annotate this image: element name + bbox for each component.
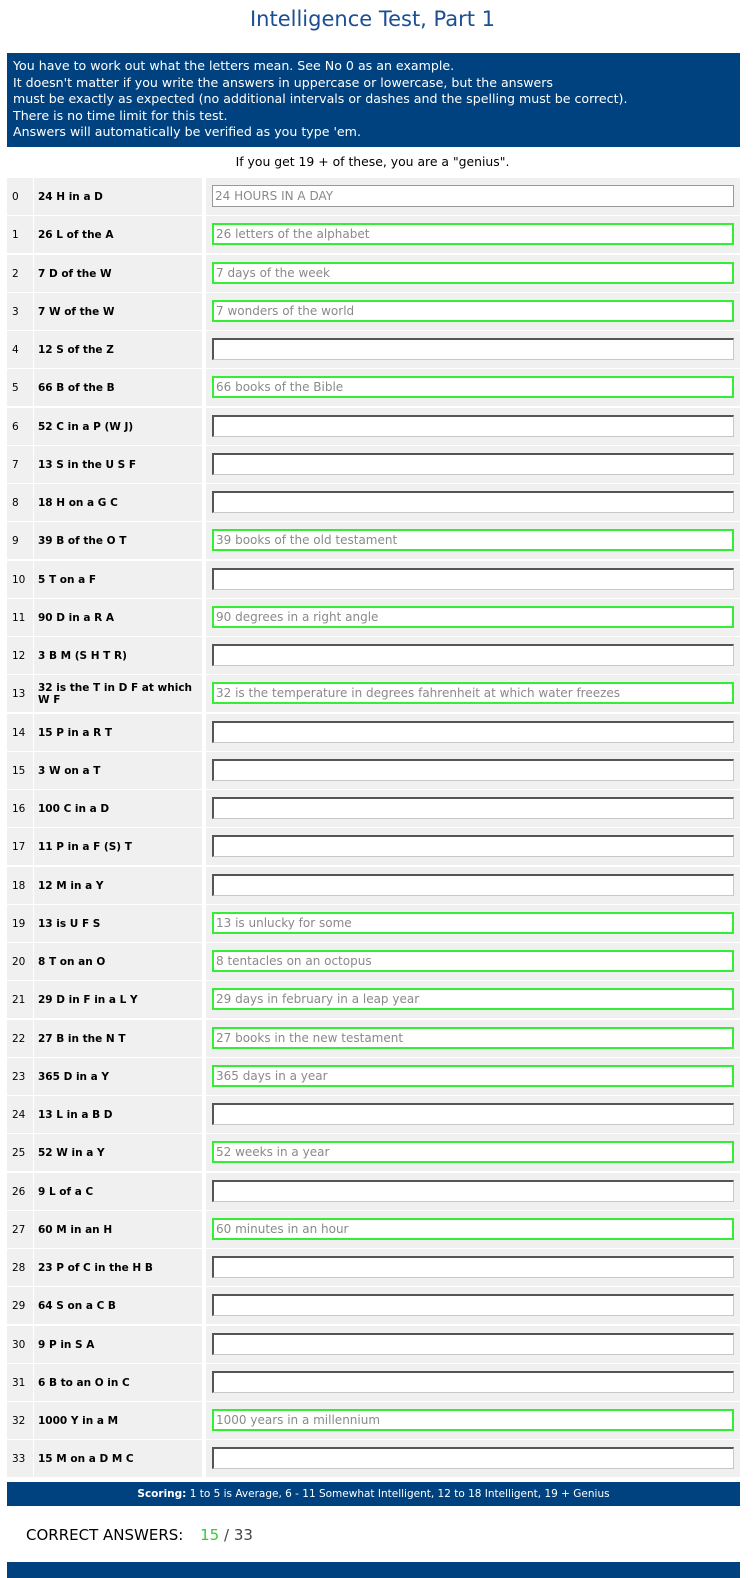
question-row [7, 828, 740, 865]
question-row [7, 1402, 740, 1439]
question-number: 14 [7, 714, 33, 751]
answer-cell [206, 1326, 740, 1363]
answer-cell [206, 216, 740, 253]
answer-cell [206, 331, 740, 368]
answer-cell [206, 1058, 740, 1095]
answer-cell [206, 867, 740, 904]
question-clue: 5 T on a F [34, 561, 202, 598]
question-number: 29 [7, 1287, 33, 1324]
scoring-bar [7, 1482, 740, 1506]
question-clue: 11 P in a F (S) T [34, 828, 202, 865]
instruction-line: You have to work out what the letters mean. See No 0 as an example. [13, 58, 455, 73]
question-row [7, 1020, 740, 1057]
question-clue: 32 is the T in D F at which W F [34, 675, 202, 712]
answer-cell [206, 752, 740, 789]
answer-cell [206, 981, 740, 1018]
question-clue: 13 L in a B D [34, 1096, 202, 1133]
question-row [7, 255, 740, 292]
question-number: 27 [7, 1211, 33, 1248]
question-clue: 26 L of the A [34, 216, 202, 253]
question-number: 12 [7, 637, 33, 674]
correct-answers-label: CORRECT ANSWERS: [26, 1526, 184, 1544]
question-clue: 7 D of the W [34, 255, 202, 292]
question-number: 26 [7, 1173, 33, 1210]
question-clue: 52 C in a P (W J) [34, 408, 202, 445]
answer-input[interactable] [212, 1333, 734, 1355]
answer-input[interactable] [212, 338, 734, 360]
question-number: 19 [7, 905, 33, 942]
question-clue: 13 is U F S [34, 905, 202, 942]
answer-input[interactable] [212, 453, 734, 475]
answer-cell [206, 1173, 740, 1210]
question-row [7, 484, 740, 521]
question-number: 2 [7, 255, 33, 292]
answer-input[interactable] [212, 988, 734, 1010]
answer-cell [206, 790, 740, 827]
answer-input[interactable] [212, 1180, 734, 1202]
question-clue: 39 B of the O T [34, 522, 202, 559]
page-title: Intelligence Test, Part 1 [249, 7, 496, 31]
answer-input[interactable] [212, 529, 734, 551]
question-clue: 90 D in a R A [34, 599, 202, 636]
question-clue: 52 W in a Y [34, 1134, 202, 1171]
answer-input[interactable] [212, 1218, 734, 1240]
question-number: 22 [7, 1020, 33, 1057]
question-number: 10 [7, 561, 33, 598]
question-row [7, 293, 740, 330]
answer-input[interactable] [212, 223, 734, 245]
question-number: 9 [7, 522, 33, 559]
answer-cell [206, 408, 740, 445]
question-clue: 3 W on a T [34, 752, 202, 789]
answer-cell [206, 446, 740, 483]
question-row [7, 790, 740, 827]
answer-input[interactable] [212, 415, 734, 437]
question-number: 23 [7, 1058, 33, 1095]
answer-input[interactable] [212, 1141, 734, 1163]
scoring-text: 1 to 5 is Average, 6 - 11 Somewhat Intelligent, 12 to 18 Intelligent, 19 + Genius [186, 1488, 610, 1500]
question-number: 4 [7, 331, 33, 368]
answer-input[interactable] [212, 262, 734, 284]
question-clue: 60 M in an H [34, 1211, 202, 1248]
question-number: 33 [7, 1440, 33, 1477]
answer-input[interactable] [212, 606, 734, 628]
question-number: 20 [7, 943, 33, 980]
question-clue: 64 S on a C B [34, 1287, 202, 1324]
question-row [7, 752, 740, 789]
answer-input[interactable] [212, 912, 734, 934]
question-row [7, 216, 740, 253]
question-clue: 9 L of a C [34, 1173, 202, 1210]
question-clue: 365 D in a Y [34, 1058, 202, 1095]
question-number: 16 [7, 790, 33, 827]
question-clue: 24 H in a D [34, 178, 202, 215]
answer-cell [206, 905, 740, 942]
answer-cell [206, 522, 740, 559]
answer-cell [206, 943, 740, 980]
question-row [7, 522, 740, 559]
question-number: 11 [7, 599, 33, 636]
instruction-line: It doesn't matter if you write the answers in uppercase or lowercase, but the answers [13, 74, 553, 90]
answer-cell [206, 178, 740, 215]
answer-input[interactable] [212, 1294, 734, 1316]
question-row [7, 981, 740, 1018]
question-clue: 15 M on a D M C [34, 1440, 202, 1477]
answer-cell [206, 714, 740, 751]
question-number: 17 [7, 828, 33, 865]
answer-input[interactable] [212, 185, 734, 207]
answer-cell [206, 828, 740, 865]
question-row [7, 714, 740, 751]
question-number: 15 [7, 752, 33, 789]
question-row [7, 331, 740, 368]
question-row [7, 1364, 740, 1401]
answer-cell [206, 293, 740, 330]
question-number: 32 [7, 1402, 33, 1439]
question-clue: 6 B to an O in C [34, 1364, 202, 1401]
question-row [7, 675, 740, 712]
question-row [7, 1326, 740, 1363]
question-number: 1 [7, 216, 33, 253]
question-row [7, 408, 740, 445]
instruction-line: must be exactly as expected (no additional intervals or dashes and the spelling must be correct). [13, 91, 628, 107]
answer-input[interactable] [212, 1103, 734, 1125]
question-row [7, 1287, 740, 1324]
question-row [7, 561, 740, 598]
question-number: 18 [7, 867, 33, 904]
question-number: 6 [7, 408, 33, 445]
answer-input[interactable] [212, 644, 734, 666]
answer-input[interactable] [212, 1447, 734, 1469]
answer-input[interactable] [212, 1256, 734, 1278]
question-number: 30 [7, 1326, 33, 1363]
answer-input[interactable] [212, 1065, 734, 1087]
question-row [7, 1173, 740, 1210]
answer-cell [206, 1249, 740, 1286]
instruction-line: There is no time limit for this test. [13, 107, 228, 123]
question-number: 3 [7, 293, 33, 330]
question-clue: 29 D in F in a L Y [34, 981, 202, 1018]
question-number: 0 [7, 178, 33, 215]
question-row [7, 1058, 740, 1095]
question-row [7, 1134, 740, 1171]
question-clue: 27 B in the N T [34, 1020, 202, 1057]
answer-cell [206, 1134, 740, 1171]
total-questions-count: 33 [233, 1526, 253, 1544]
answer-input[interactable] [212, 376, 734, 398]
question-row [7, 905, 740, 942]
question-row [7, 369, 740, 406]
question-row [7, 1249, 740, 1286]
answer-cell [206, 637, 740, 674]
answer-input[interactable] [212, 950, 734, 972]
answer-cell [206, 1020, 740, 1057]
question-clue: 23 P of C in the H B [34, 1249, 202, 1286]
scoring-label: Scoring: [137, 1488, 187, 1500]
answer-input[interactable] [212, 568, 734, 590]
question-row [7, 1440, 740, 1477]
instructions-panel [7, 53, 740, 147]
question-row [7, 178, 740, 215]
correct-answers-count: 15 [200, 1526, 220, 1544]
question-row [7, 867, 740, 904]
answer-cell [206, 255, 740, 292]
question-number: 24 [7, 1096, 33, 1133]
question-number: 28 [7, 1249, 33, 1286]
answer-input[interactable] [212, 721, 734, 743]
question-clue: 9 P in S A [34, 1326, 202, 1363]
question-row [7, 1096, 740, 1133]
answer-input[interactable] [212, 1409, 734, 1431]
answer-cell [206, 484, 740, 521]
question-clue: 1000 Y in a M [34, 1402, 202, 1439]
question-clue: 100 C in a D [34, 790, 202, 827]
question-row [7, 1211, 740, 1248]
answer-input[interactable] [212, 874, 734, 896]
question-row [7, 446, 740, 483]
answer-input[interactable] [212, 300, 734, 322]
question-number: 7 [7, 446, 33, 483]
answer-cell [206, 1364, 740, 1401]
answer-input[interactable] [212, 1027, 734, 1049]
answer-cell [206, 1211, 740, 1248]
question-row [7, 637, 740, 674]
instruction-line: Answers will automatically be verified as you type 'em. [13, 124, 361, 140]
answer-input[interactable] [212, 491, 734, 513]
answer-cell [206, 1287, 740, 1324]
question-row [7, 943, 740, 980]
question-clue: 18 H on a G C [34, 484, 202, 521]
genius-note: If you get 19 + of these, you are a "genius". [235, 154, 510, 169]
answer-input[interactable] [212, 682, 734, 704]
question-clue: 13 S in the U S F [34, 446, 202, 483]
score-separator: / [223, 1526, 230, 1544]
question-clue: 8 T on an O [34, 943, 202, 980]
answer-cell [206, 1096, 740, 1133]
answer-input[interactable] [212, 797, 734, 819]
question-number: 31 [7, 1364, 33, 1401]
question-clue: 3 B M (S H T R) [34, 637, 202, 674]
question-number: 8 [7, 484, 33, 521]
question-clue: 12 M in a Y [34, 867, 202, 904]
question-clue: 7 W of the W [34, 293, 202, 330]
correct-answers-summary [26, 1524, 253, 1546]
answer-input[interactable] [212, 1371, 734, 1393]
question-number: 13 [7, 675, 33, 712]
question-number: 25 [7, 1134, 33, 1171]
footer-bar [7, 1562, 740, 1578]
answer-cell [206, 369, 740, 406]
answer-cell [206, 561, 740, 598]
question-number: 5 [7, 369, 33, 406]
question-clue: 66 B of the B [34, 369, 202, 406]
answer-input[interactable] [212, 835, 734, 857]
question-row [7, 599, 740, 636]
question-number: 21 [7, 981, 33, 1018]
answer-cell [206, 1440, 740, 1477]
answer-cell [206, 675, 740, 712]
answer-cell [206, 1402, 740, 1439]
answer-input[interactable] [212, 759, 734, 781]
question-clue: 12 S of the Z [34, 331, 202, 368]
question-clue: 15 P in a R T [34, 714, 202, 751]
answer-cell [206, 599, 740, 636]
